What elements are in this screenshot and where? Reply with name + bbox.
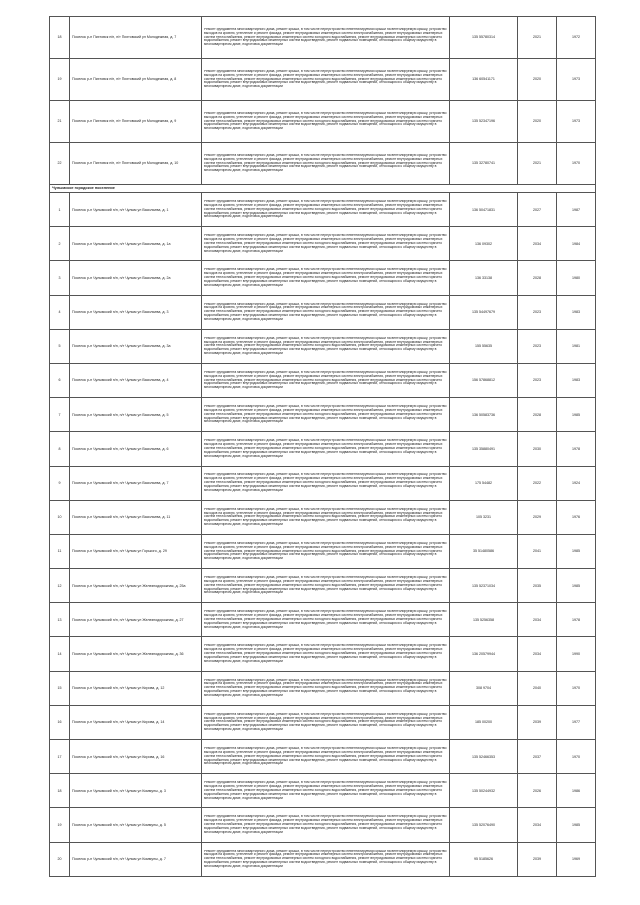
- work-description-text: Ремонт фундамента многоквартирного дома, ремонт крыши, в том числе переустройство невентилируемой крыши на вентилируемую крышу, устройство выходов на кровлю, утепление и ремонт фасада, ремонт внутридомовых инженерных систем электроснабжения, ремонт внутридомовых инженерных систем теплоснабжения, ремонт внутридомовых инженерных систем холодного водоснабжения, ремонт внутридомовых инженерных систем горячего водоснабжения, ремонт внутридомовых инженерных систем водоотведения, ремонт подвальных помещений, относящихся к общему имуществу в многоквартирном доме, подготовка документации: [204, 815, 447, 834]
- work-description-text: Ремонт фундамента многоквартирного дома, ремонт крыши, в том числе переустройство невентилируемой крыши на вентилируемую крышу, устройство выходов на кровлю, утепление и ремонт фасада, ремонт внутридомовых инженерных систем электроснабжения, ремонт внутридомовых инженерных систем теплоснабжения, ремонт внутридомовых инженерных систем холодного водоснабжения, ремонт внутридомовых инженерных систем горячего водоснабжения, ремонт внутридомовых инженерных систем водоотведения, ремонт подвальных помещений, относящихся к общему имуществу в многоквартирном доме, подготовка документации: [204, 405, 447, 424]
- row-number-cell: 6: [50, 363, 70, 397]
- work-description-text: Ремонт фундамента многоквартирного дома, ремонт крыши, в том числе переустройство невентилируемой крыши на вентилируемую крышу, устройство выходов на кровлю, утепление и ремонт фасада, ремонт внутридомовых инженерных систем электроснабжения, ремонт внутридомовых инженерных систем теплоснабжения, ремонт внутридомовых инженерных систем холодного водоснабжения, ремонт внутридомовых инженерных систем горячего водоснабжения, ремонт внутридомовых инженерных систем водоотведения, ремонт подвальных помещений, относящихся к общему имуществу в многоквартирном доме, подготовка документации: [204, 610, 447, 629]
- address-cell: Поселок р-н Пихтовск п/п, п/т Пихтовский ул Молодежная, д. 10: [70, 143, 202, 185]
- work-description-text: Ремонт фундамента многоквартирного дома, ремонт крыши, в том числе переустройство невентилируемой крыши на вентилируемую крышу, устройство выходов на кровлю, утепление и ремонт фасада, ремонт внутридомовых инженерных систем электроснабжения, ремонт внутридомовых инженерных систем теплоснабжения, ремонт внутридомовых инженерных систем холодного водоснабжения, ремонт внутридомовых инженерных систем горячего водоснабжения, ремонт внутридомовых инженерных систем водоотведения, ремонт подвальных помещений, относящихся к общему имуществу в многоквартирном доме, подготовка документации: [204, 678, 447, 697]
- table-row: [50, 500, 596, 534]
- table-row: [50, 143, 596, 185]
- repair-year-cell: 2026: [518, 774, 557, 808]
- cost-cell: 135 50244932: [450, 774, 518, 808]
- build-year-cell: 1987: [557, 193, 596, 227]
- table-row: [50, 705, 596, 739]
- row-number-cell: 21: [50, 101, 70, 143]
- build-year-cell: 1986: [557, 774, 596, 808]
- row-number-cell: 15: [50, 671, 70, 705]
- address-cell: Поселок р-н Чулымский п/п, п/т Чулым ул Васильева, д. 11: [70, 500, 202, 534]
- repair-year-cell: 2027: [518, 193, 557, 227]
- row-number-cell: 3: [50, 261, 70, 295]
- work-description-cell: [202, 193, 450, 227]
- build-year-cell: 1924: [557, 466, 596, 500]
- address-cell: Поселок р-н Пихтовск п/п, п/т Пихтовский ул Молодежная, д. 8: [70, 59, 202, 101]
- cost-cell: 136 50471831: [450, 193, 518, 227]
- build-year-cell: 1985: [557, 569, 596, 603]
- build-year-cell: 1978: [557, 603, 596, 637]
- work-description-text: Ремонт фундамента многоквартирного дома, ремонт крыши, в том числе переустройство невентилируемой крыши на вентилируемую крышу, устройство выходов на кровлю, утепление и ремонт фасада, ремонт внутридомовых инженерных систем электроснабжения, ремонт внутридомовых инженерных систем теплоснабжения, ремонт внутридомовых инженерных систем холодного водоснабжения, ремонт внутридомовых инженерных систем горячего водоснабжения, ремонт внутридомовых инженерных систем водоотведения, ремонт подвальных помещений, относящихся к общему имуществу в многоквартирном доме, подготовка документации: [204, 27, 447, 47]
- build-year-cell: 1976: [557, 500, 596, 534]
- row-number-cell: 8: [50, 432, 70, 466]
- repair-year-cell: 2034: [518, 227, 557, 261]
- table-row: [50, 193, 596, 227]
- work-description-text: Ремонт фундамента многоквартирного дома, ремонт крыши, в том числе переустройство невентилируемой крыши на вентилируемую крышу, устройство выходов на кровлю, утепление и ремонт фасада, ремонт внутридомовых инженерных систем электроснабжения, ремонт внутридомовых инженерных систем теплоснабжения, ремонт внутридомовых инженерных систем холодного водоснабжения, ремонт внутридомовых инженерных систем горячего водоснабжения, ремонт внутридомовых инженерных систем водоотведения, ремонт подвальных помещений, относящихся к общему имуществу в многоквартирном доме, подготовка документации: [204, 439, 447, 458]
- row-number-cell: 16: [50, 705, 70, 739]
- table-row: [50, 569, 596, 603]
- address-cell: Поселок р-н Чулымский п/п, п/т Чулым ул Васильева, д. 7: [70, 466, 202, 500]
- repair-year-cell: 2041: [518, 534, 557, 568]
- cost-cell: 136 33138: [450, 261, 518, 295]
- build-year-cell: 1985: [557, 534, 596, 568]
- repair-year-cell: 2030: [518, 432, 557, 466]
- work-description-text: Ремонт фундамента многоквартирного дома, ремонт крыши, в том числе переустройство невентилируемой крыши на вентилируемую крышу, устройство выходов на кровлю, утепление и ремонт фасада, ремонт внутридомовых инженерных систем электроснабжения, ремонт внутридомовых инженерных систем теплоснабжения, ремонт внутридомовых инженерных систем холодного водоснабжения, ремонт внутридомовых инженерных систем горячего водоснабжения, ремонт внутридомовых инженерных систем водоотведения, ремонт подвальных помещений, относящихся к общему имуществу в многоквартирном доме, подготовка документации: [204, 268, 447, 287]
- build-year-cell: 1981: [557, 329, 596, 363]
- cost-cell: 135 54497679: [450, 295, 518, 329]
- work-description-text: Ремонт фундамента многоквартирного дома, ремонт крыши, в том числе переустройство невентилируемой крыши на вентилируемую крышу, устройство выходов на кровлю, утепление и ремонт фасада, ремонт внутридомовых инженерных систем электроснабжения, ремонт внутридомовых инженерных систем теплоснабжения, ремонт внутридомовых инженерных систем холодного водоснабжения, ремонт внутридомовых инженерных систем горячего водоснабжения, ремонт внутридомовых инженерных систем водоотведения, ремонт подвальных помещений, относящихся к общему имуществу в многоквартирном доме, подготовка документации: [204, 473, 447, 492]
- address-cell: Поселок р-н Чулымский п/п, п/т Чулым ул Железнодорожная, д. 25а: [70, 569, 202, 603]
- cost-cell: 135 52076490: [450, 808, 518, 842]
- row-number-cell: 9: [50, 466, 70, 500]
- table-row: [50, 363, 596, 397]
- cost-cell: 95 5185626: [450, 842, 518, 876]
- address-cell: Поселок р-н Чулымский п/п, п/т Чулым ул Железнодорожная, д. 27: [70, 603, 202, 637]
- row-number-cell: 2: [50, 227, 70, 261]
- build-year-cell: 1990: [557, 637, 596, 671]
- build-year-cell: 1983: [557, 363, 596, 397]
- table-row: [50, 671, 596, 705]
- repair-year-cell: 2028: [518, 398, 557, 432]
- work-description-text: Ремонт фундамента многоквартирного дома, ремонт крыши, в том числе переустройство невентилируемой крыши на вентилируемую крышу, устройство выходов на кровлю, утепление и ремонт фасада, ремонт внутридомовых инженерных систем электроснабжения, ремонт внутридомовых инженерных систем теплоснабжения, ремонт внутридомовых инженерных систем холодного водоснабжения, ремонт внутридомовых инженерных систем горячего водоснабжения, ремонт внутридомовых инженерных систем водоотведения, ремонт подвальных помещений, относящихся к общему имуществу в многоквартирном доме, подготовка документации: [204, 302, 447, 321]
- work-description-cell: [202, 603, 450, 637]
- address-cell: Поселок р-н Чулымский п/п, п/т Чулым ул Коммуны, д. 5: [70, 808, 202, 842]
- cost-cell: 155 55635: [450, 329, 518, 363]
- address-cell: Поселок р-н Чулымский п/п, п/т Чулым ул Васильева, д. 2а: [70, 261, 202, 295]
- repair-year-cell: 2029: [518, 500, 557, 534]
- work-description-cell: [202, 740, 450, 774]
- repair-year-cell: 2034: [518, 808, 557, 842]
- table-row: [50, 329, 596, 363]
- table-row: [50, 740, 596, 774]
- row-number-cell: 20: [50, 842, 70, 876]
- address-cell: Поселок р-н Чулымский п/п, п/т Чулым ул Васильева, д. 6: [70, 432, 202, 466]
- work-description-cell: [202, 17, 450, 59]
- work-description-cell: [202, 534, 450, 568]
- row-number-cell: 5: [50, 329, 70, 363]
- work-description-cell: [202, 295, 450, 329]
- row-number-cell: 19: [50, 808, 70, 842]
- row-number-cell: 1: [50, 193, 70, 227]
- work-description-cell: [202, 432, 450, 466]
- table-row: [50, 534, 596, 568]
- work-description-cell: [202, 143, 450, 185]
- build-year-cell: 1985: [557, 808, 596, 842]
- address-cell: Поселок р-н Чулымский п/п, п/т Чулым ул Горького, д. 29: [70, 534, 202, 568]
- work-description-cell: [202, 500, 450, 534]
- work-description-text: Ремонт фундамента многоквартирного дома, ремонт крыши, в том числе переустройство невентилируемой крыши на вентилируемую крышу, устройство выходов на кровлю, утепление и ремонт фасада, ремонт внутридомовых инженерных систем электроснабжения, ремонт внутридомовых инженерных систем теплоснабжения, ремонт внутридомовых инженерных систем холодного водоснабжения, ремонт внутридомовых инженерных систем горячего водоснабжения, ремонт внутридомовых инженерных систем водоотведения, ремонт подвальных помещений, относящихся к общему имуществу в многоквартирном доме, подготовка документации: [204, 336, 447, 356]
- work-description-cell: [202, 671, 450, 705]
- address-cell: Поселок р-н Пихтовск п/п, п/т Пихтовский ул Молодежная, д. 9: [70, 101, 202, 143]
- build-year-cell: 1985: [557, 398, 596, 432]
- work-description-cell: [202, 705, 450, 739]
- address-cell: Поселок р-н Чулымский п/п, п/т Чулым ул Кирова, д. 12: [70, 671, 202, 705]
- table-row: [50, 774, 596, 808]
- address-cell: Поселок р-н Чулымский п/п, п/т Чулым ул Васильева, д. 3: [70, 295, 202, 329]
- table-row: [50, 603, 596, 637]
- address-cell: Поселок р-н Чулымский п/п, п/т Чулым ул Кирова, д. 16: [70, 740, 202, 774]
- work-description-text: Ремонт фундамента многоквартирного дома, ремонт крыши, в том числе переустройство невентилируемой крыши на вентилируемую крышу, устройство выходов на кровлю, утепление и ремонт фасада, ремонт внутридомовых инженерных систем электроснабжения, ремонт внутридомовых инженерных систем теплоснабжения, ремонт внутридомовых инженерных систем холодного водоснабжения, ремонт внутридомовых инженерных систем горячего водоснабжения, ремонт внутридомовых инженерных систем водоотведения, ремонт подвальных помещений, относящихся к общему имуществу в многоквартирном доме, подготовка документации: [204, 370, 447, 390]
- address-cell: Поселок р-н Чулымский п/п, п/т Чулым ул Васильева, д. 5: [70, 398, 202, 432]
- repair-year-cell: 2023: [518, 363, 557, 397]
- row-number-cell: 22: [50, 143, 70, 185]
- work-description-text: Ремонт фундамента многоквартирного дома, ремонт крыши, в том числе переустройство невентилируемой крыши на вентилируемую крышу, устройство выходов на кровлю, утепление и ремонт фасада, ремонт внутридомовых инженерных систем электроснабжения, ремонт внутридомовых инженерных систем теплоснабжения, ремонт внутридомовых инженерных систем холодного водоснабжения, ремонт внутридомовых инженерных систем горячего водоснабжения, ремонт внутридомовых инженерных систем водоотведения, ремонт подвальных помещений, относящихся к общему имуществу в многоквартирном доме, подготовка документации: [204, 849, 447, 868]
- capital-repair-table: [49, 16, 596, 877]
- build-year-cell: 1977: [557, 705, 596, 739]
- table-row: [50, 637, 596, 671]
- row-number-cell: 18: [50, 774, 70, 808]
- build-year-cell: 1970: [557, 671, 596, 705]
- cost-cell: 136 60541171: [450, 59, 518, 101]
- cost-cell: 35 51480586: [450, 534, 518, 568]
- cost-cell: 135 52371034: [450, 569, 518, 603]
- work-description-text: Ремонт фундамента многоквартирного дома, ремонт крыши, в том числе переустройство невентилируемой крыши на вентилируемую крышу, устройство выходов на кровлю, утепление и ремонт фасада, ремонт внутридомовых инженерных систем электроснабжения, ремонт внутридомовых инженерных систем теплоснабжения, ремонт внутридомовых инженерных систем холодного водоснабжения, ремонт внутридомовых инженерных систем горячего водоснабжения, ремонт внутридомовых инженерных систем водоотведения, ремонт подвальных помещений, относящихся к общему имуществу в многоквартирном доме, подготовка документации: [204, 199, 447, 219]
- row-number-cell: 12: [50, 569, 70, 603]
- table-row: [50, 261, 596, 295]
- row-number-cell: 18: [50, 17, 70, 59]
- build-year-cell: 1970: [557, 740, 596, 774]
- build-year-cell: 1980: [557, 261, 596, 295]
- work-description-cell: [202, 329, 450, 363]
- build-year-cell: 1973: [557, 59, 596, 101]
- address-cell: Поселок р-н Чулымский п/п, п/т Чулым ул Васильева, д. 1: [70, 193, 202, 227]
- build-year-cell: 1984: [557, 227, 596, 261]
- row-number-cell: 4: [50, 295, 70, 329]
- table-body: [50, 17, 596, 877]
- cost-cell: 185 00200: [450, 705, 518, 739]
- cost-cell: 136 50583736: [450, 398, 518, 432]
- repair-year-cell: 2023: [518, 295, 557, 329]
- cost-cell: 135 55780314: [450, 17, 518, 59]
- work-description-text: Ремонт фундамента многоквартирного дома, ремонт крыши, в том числе переустройство невентилируемой крыши на вентилируемую крышу, устройство выходов на кровлю, утепление и ремонт фасада, ремонт внутридомовых инженерных систем электроснабжения, ремонт внутридомовых инженерных систем теплоснабжения, ремонт внутридомовых инженерных систем холодного водоснабжения, ремонт внутридомовых инженерных систем горячего водоснабжения, ремонт внутридомовых инженерных систем водоотведения, ремонт подвальных помещений, относящихся к общему имуществу в многоквартирном доме, подготовка документации: [204, 644, 447, 663]
- work-description-text: Ремонт фундамента многоквартирного дома, ремонт крыши, в том числе переустройство невентилируемой крыши на вентилируемую крышу, устройство выходов на кровлю, утепление и ремонт фасада, ремонт внутридомовых инженерных систем электроснабжения, ремонт внутридомовых инженерных систем теплоснабжения, ремонт внутридомовых инженерных систем холодного водоснабжения, ремонт внутридомовых инженерных систем горячего водоснабжения, ремонт внутридомовых инженерных систем водоотведения, ремонт подвальных помещений, относящихся к общему имуществу в многоквартирном доме, подготовка документации: [204, 712, 447, 732]
- work-description-text: Ремонт фундамента многоквартирного дома, ремонт крыши, в том числе переустройство невентилируемой крыши на вентилируемую крышу, устройство выходов на кровлю, утепление и ремонт фасада, ремонт внутридомовых инженерных систем электроснабжения, ремонт внутридомовых инженерных систем теплоснабжения, ремонт внутридомовых инженерных систем холодного водоснабжения, ремонт внутридомовых инженерных систем горячего водоснабжения, ремонт внутридомовых инженерных систем водоотведения, ремонт подвальных помещений, относящихся к общему имуществу в многоквартирном доме, подготовка документации: [204, 746, 447, 766]
- work-description-cell: [202, 466, 450, 500]
- section-header-row: [50, 185, 596, 193]
- work-description-text: Ремонт фундамента многоквартирного дома, ремонт крыши, в том числе переустройство невентилируемой крыши на вентилируемую крышу, устройство выходов на кровлю, утепление и ремонт фасада, ремонт внутридомовых инженерных систем электроснабжения, ремонт внутридомовых инженерных систем теплоснабжения, ремонт внутридомовых инженерных систем холодного водоснабжения, ремонт внутридомовых инженерных систем горячего водоснабжения, ремонт внутридомовых инженерных систем водоотведения, ремонт подвальных помещений, относящихся к общему имуществу в многоквартирном доме, подготовка документации: [204, 69, 447, 89]
- repair-year-cell: 2020: [518, 59, 557, 101]
- address-cell: Поселок р-н Чулымский п/п, п/т Чулым ул Васильева, д. 3а: [70, 329, 202, 363]
- cost-cell: 105 3231: [450, 500, 518, 534]
- build-year-cell: 1983: [557, 295, 596, 329]
- address-cell: Поселок р-н Пихтовск п/п, п/т Пихтовский ул Молодежная, д. 7: [70, 17, 202, 59]
- repair-year-cell: 2021: [518, 143, 557, 185]
- table-row: [50, 227, 596, 261]
- address-cell: Поселок р-н Чулымский п/п, п/т Чулым ул Васильева, д. 1а: [70, 227, 202, 261]
- work-description-text: Ремонт фундамента многоквартирного дома, ремонт крыши, в том числе переустройство невентилируемой крыши на вентилируемую крышу, устройство выходов на кровлю, утепление и ремонт фасада, ремонт внутридомовых инженерных систем электроснабжения, ремонт внутридомовых инженерных систем теплоснабжения, ремонт внутридомовых инженерных систем холодного водоснабжения, ремонт внутридомовых инженерных систем горячего водоснабжения, ремонт внутридомовых инженерных систем водоотведения, ремонт подвальных помещений, относящихся к общему имуществу в многоквартирном доме, подготовка документации: [204, 781, 447, 800]
- cost-cell: 308 9704: [450, 671, 518, 705]
- table-row: [50, 842, 596, 876]
- table-row: [50, 295, 596, 329]
- cost-cell: 136 20579944: [450, 637, 518, 671]
- build-year-cell: 1972: [557, 17, 596, 59]
- table-row: [50, 17, 596, 59]
- work-description-cell: [202, 59, 450, 101]
- repair-year-cell: 2040: [518, 671, 557, 705]
- table-row: [50, 432, 596, 466]
- work-description-cell: [202, 569, 450, 603]
- section-title: Чулымское городское поселение: [50, 185, 596, 193]
- work-description-text: Ремонт фундамента многоквартирного дома, ремонт крыши, в том числе переустройство невентилируемой крыши на вентилируемую крышу, устройство выходов на кровлю, утепление и ремонт фасада, ремонт внутридомовых инженерных систем электроснабжения, ремонт внутридомовых инженерных систем теплоснабжения, ремонт внутридомовых инженерных систем холодного водоснабжения, ремонт внутридомовых инженерных систем горячего водоснабжения, ремонт внутридомовых инженерных систем водоотведения, ремонт подвальных помещений, относящихся к общему имуществу в многоквартирном доме, подготовка документации: [204, 153, 447, 173]
- address-cell: Поселок р-н Чулымский п/п, п/т Чулым ул Коммуны, д. 7: [70, 842, 202, 876]
- address-cell: Поселок р-н Чулымский п/п, п/т Чулым ул Коммуны, д. 3: [70, 774, 202, 808]
- work-description-cell: [202, 842, 450, 876]
- cost-cell: 135 32780741: [450, 143, 518, 185]
- row-number-cell: 14: [50, 637, 70, 671]
- cost-cell: 135 35880491: [450, 432, 518, 466]
- repair-year-cell: 2034: [518, 637, 557, 671]
- repair-year-cell: 2021: [518, 17, 557, 59]
- table-row: [50, 466, 596, 500]
- row-number-cell: 13: [50, 603, 70, 637]
- build-year-cell: 1978: [557, 432, 596, 466]
- work-description-cell: [202, 363, 450, 397]
- row-number-cell: 19: [50, 59, 70, 101]
- cost-cell: 135 52347196: [450, 101, 518, 143]
- row-number-cell: 17: [50, 740, 70, 774]
- repair-year-cell: 2035: [518, 569, 557, 603]
- table-row: [50, 101, 596, 143]
- address-cell: Поселок р-н Чулымский п/п, п/т Чулым ул Кирова, д. 14: [70, 705, 202, 739]
- work-description-text: Ремонт фундамента многоквартирного дома, ремонт крыши, в том числе переустройство невентилируемой крыши на вентилируемую крышу, устройство выходов на кровлю, утепление и ремонт фасада, ремонт внутридомовых инженерных систем электроснабжения, ремонт внутридомовых инженерных систем теплоснабжения, ремонт внутридомовых инженерных систем холодного водоснабжения, ремонт внутридомовых инженерных систем горячего водоснабжения, ремонт внутридомовых инженерных систем водоотведения, ремонт подвальных помещений, относящихся к общему имуществу в многоквартирном доме, подготовка документации: [204, 576, 447, 595]
- row-number-cell: 7: [50, 398, 70, 432]
- table-row: [50, 398, 596, 432]
- repair-year-cell: 2039: [518, 842, 557, 876]
- work-description-text: Ремонт фундамента многоквартирного дома, ремонт крыши, в том числе переустройство невентилируемой крыши на вентилируемую крышу, устройство выходов на кровлю, утепление и ремонт фасада, ремонт внутридомовых инженерных систем электроснабжения, ремонт внутридомовых инженерных систем теплоснабжения, ремонт внутридомовых инженерных систем холодного водоснабжения, ремонт внутридомовых инженерных систем горячего водоснабжения, ремонт внутридомовых инженерных систем водоотведения, ремонт подвальных помещений, относящихся к общему имуществу в многоквартирном доме, подготовка документации: [204, 111, 447, 131]
- repair-year-cell: 2023: [518, 329, 557, 363]
- address-cell: Поселок р-н Чулымский п/п, п/т Чулым ул Васильева, д. 4: [70, 363, 202, 397]
- row-number-cell: 11: [50, 534, 70, 568]
- work-description-cell: [202, 637, 450, 671]
- repair-year-cell: 2034: [518, 603, 557, 637]
- work-description-cell: [202, 774, 450, 808]
- work-description-cell: [202, 227, 450, 261]
- work-description-text: Ремонт фундамента многоквартирного дома, ремонт крыши, в том числе переустройство невентилируемой крыши на вентилируемую крышу, устройство выходов на кровлю, утепление и ремонт фасада, ремонт внутридомовых инженерных систем электроснабжения, ремонт внутридомовых инженерных систем теплоснабжения, ремонт внутридомовых инженерных систем холодного водоснабжения, ремонт внутридомовых инженерных систем горячего водоснабжения, ремонт внутридомовых инженерных систем водоотведения, ремонт подвальных помещений, относящихся к общему имуществу в многоквартирном доме, подготовка документации: [204, 541, 447, 561]
- build-year-cell: 1969: [557, 842, 596, 876]
- table-row: [50, 59, 596, 101]
- repair-year-cell: 2022: [518, 466, 557, 500]
- work-description-cell: [202, 261, 450, 295]
- repair-year-cell: 2037: [518, 740, 557, 774]
- table-row: [50, 808, 596, 842]
- repair-year-cell: 2028: [518, 261, 557, 295]
- cost-cell: 135 52466353: [450, 740, 518, 774]
- build-year-cell: 1970: [557, 143, 596, 185]
- cost-cell: 136 09302: [450, 227, 518, 261]
- row-number-cell: 10: [50, 500, 70, 534]
- work-description-cell: [202, 398, 450, 432]
- cost-cell: 156 57868812: [450, 363, 518, 397]
- repair-year-cell: 2039: [518, 705, 557, 739]
- build-year-cell: 1973: [557, 101, 596, 143]
- work-description-cell: [202, 101, 450, 143]
- work-description-text: Ремонт фундамента многоквартирного дома, ремонт крыши, в том числе переустройство невентилируемой крыши на вентилируемую крышу, устройство выходов на кровлю, утепление и ремонт фасада, ремонт внутридомовых инженерных систем электроснабжения, ремонт внутридомовых инженерных систем теплоснабжения, ремонт внутридомовых инженерных систем холодного водоснабжения, ремонт внутридомовых инженерных систем горячего водоснабжения, ремонт внутридомовых инженерных систем водоотведения, ремонт подвальных помещений, относящихся к общему имуществу в многоквартирном доме, подготовка документации: [204, 234, 447, 253]
- cost-cell: 175 54482: [450, 466, 518, 500]
- repair-year-cell: 2020: [518, 101, 557, 143]
- cost-cell: 135 5256358: [450, 603, 518, 637]
- address-cell: Поселок р-н Чулымский п/п, п/т Чулым ул Железнодорожная, д. 36: [70, 637, 202, 671]
- work-description-cell: [202, 808, 450, 842]
- work-description-text: Ремонт фундамента многоквартирного дома, ремонт крыши, в том числе переустройство невентилируемой крыши на вентилируемую крышу, устройство выходов на кровлю, утепление и ремонт фасада, ремонт внутридомовых инженерных систем электроснабжения, ремонт внутридомовых инженерных систем теплоснабжения, ремонт внутридомовых инженерных систем холодного водоснабжения, ремонт внутридомовых инженерных систем горячего водоснабжения, ремонт внутридомовых инженерных систем водоотведения, ремонт подвальных помещений, относящихся к общему имуществу в многоквартирном доме, подготовка документации: [204, 507, 447, 527]
